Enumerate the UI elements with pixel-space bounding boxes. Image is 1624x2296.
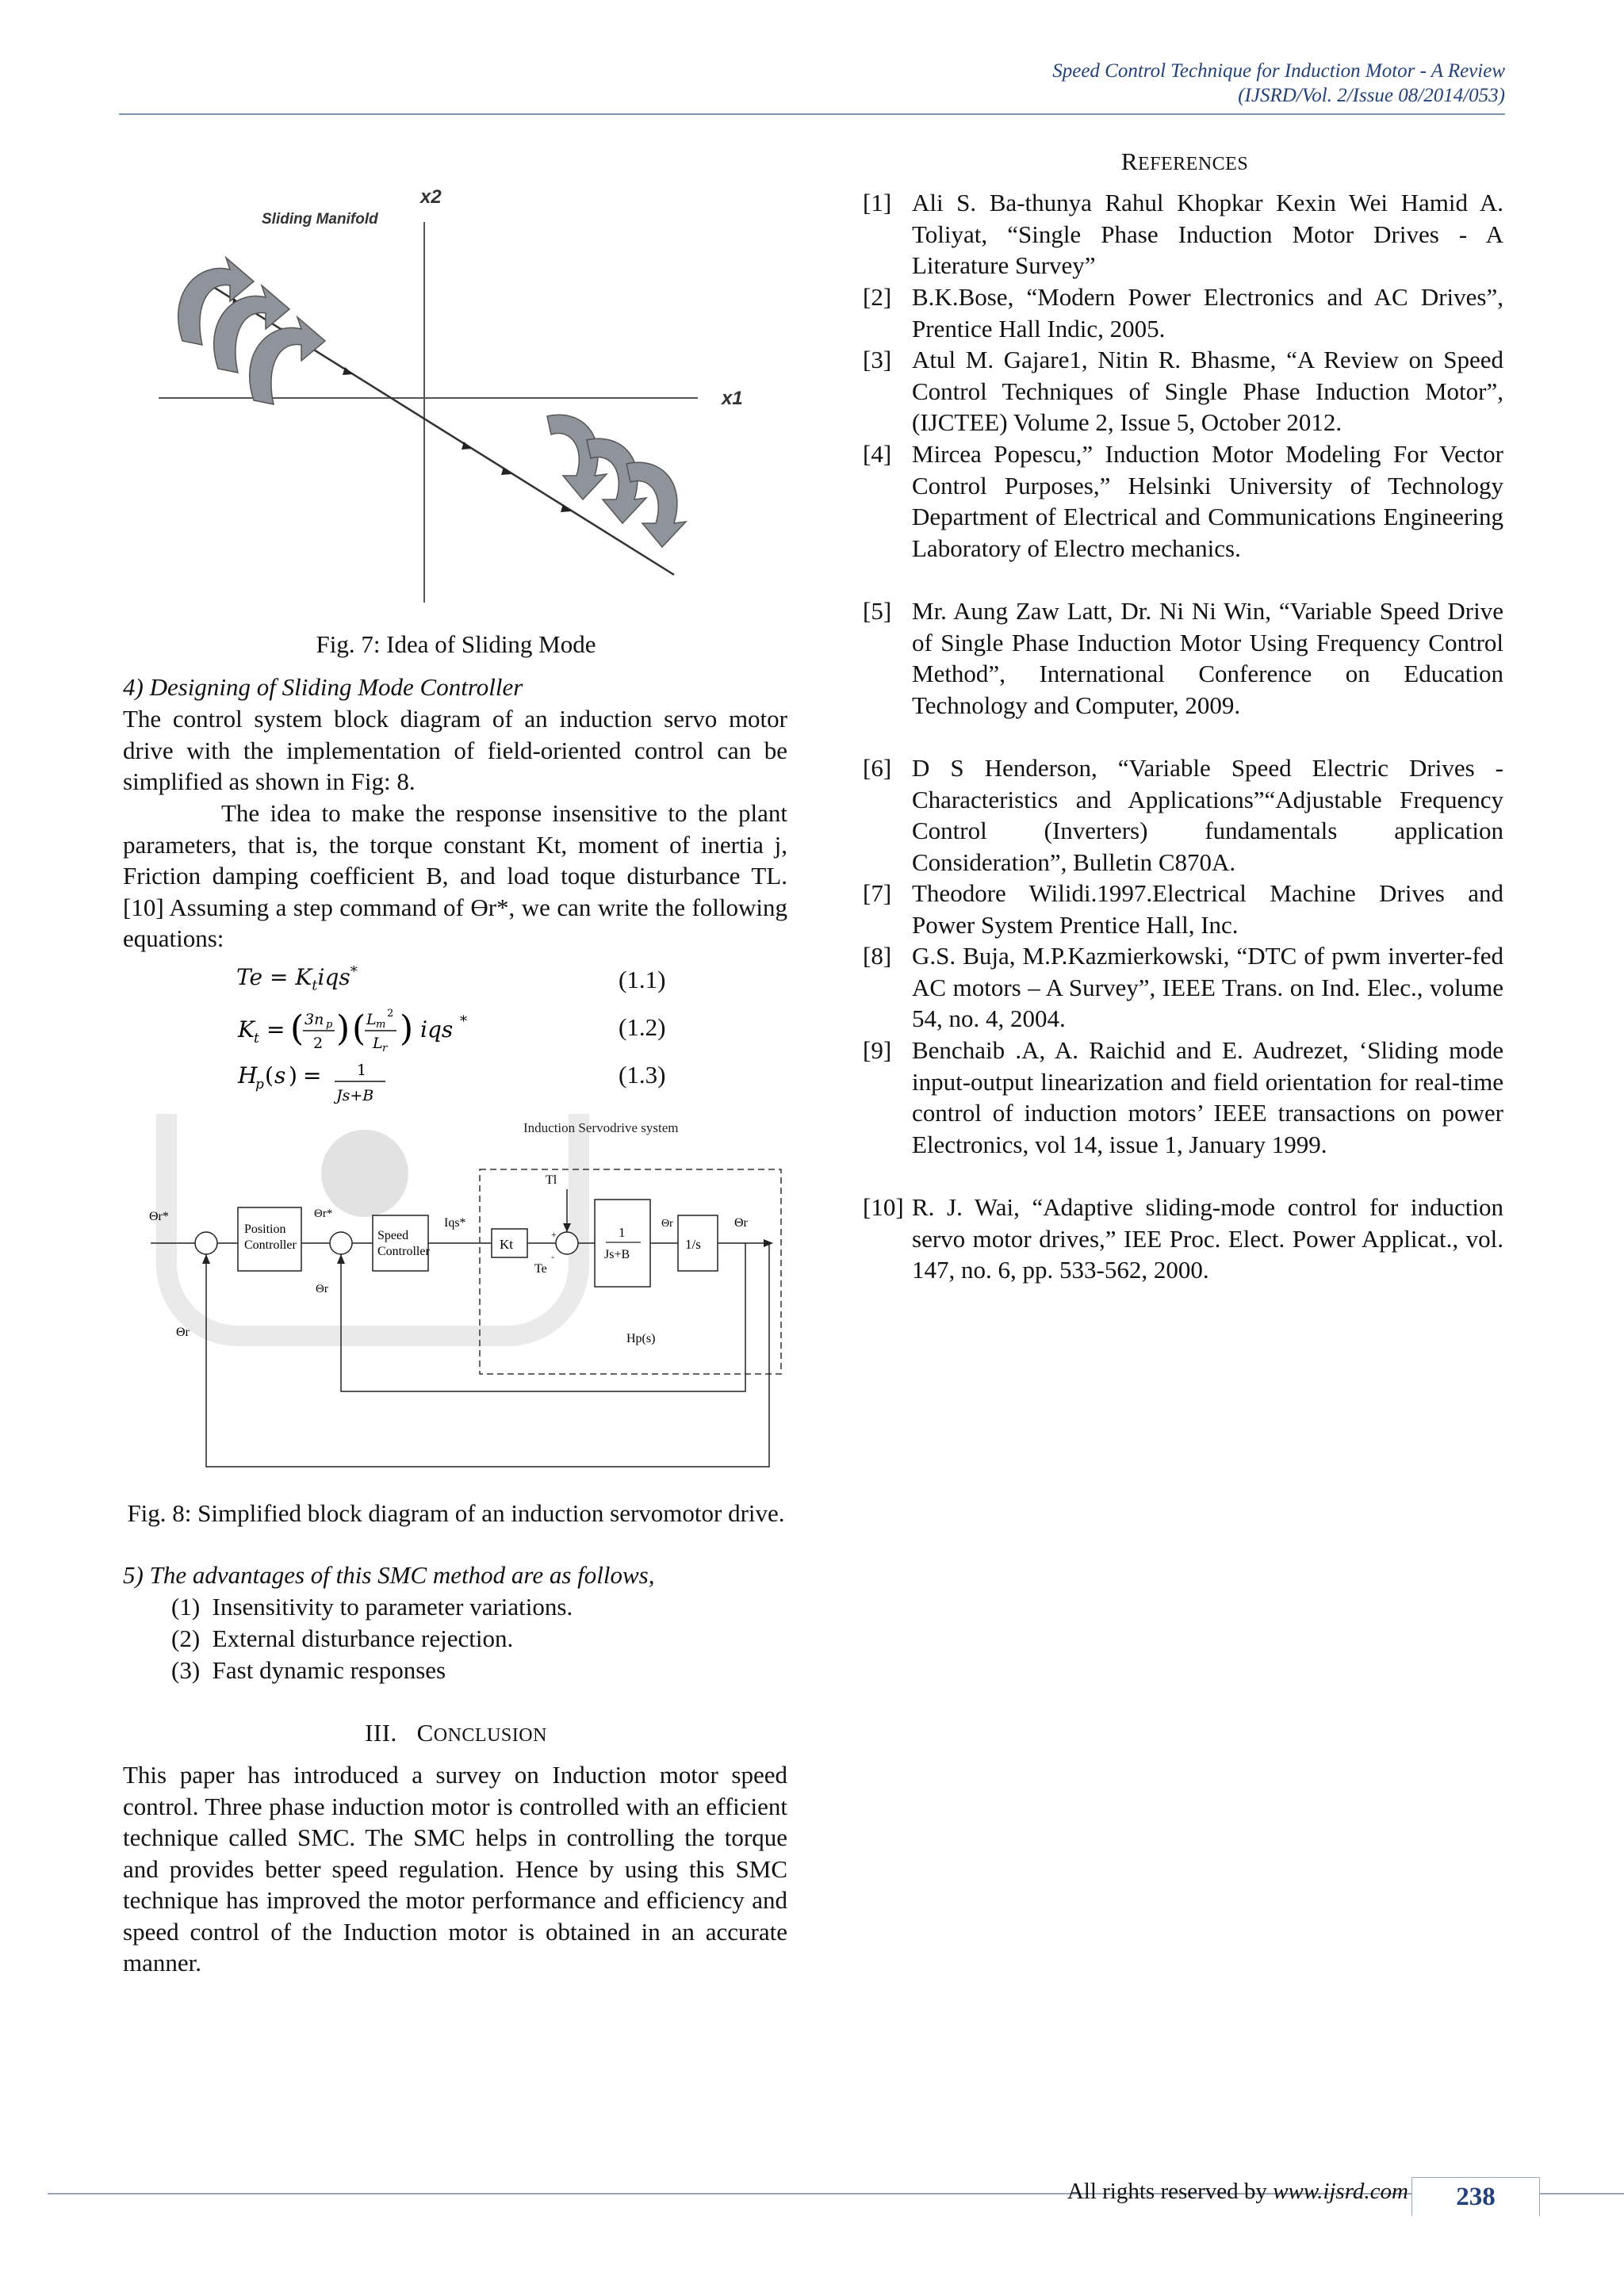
- svg-text:=: =: [266, 1016, 285, 1043]
- theta-r-feedback-label: Θr: [176, 1326, 190, 1339]
- x1-label: x1: [722, 388, 743, 409]
- speed-controller-block: [373, 1215, 428, 1271]
- header-citation: (IJSRD/Vol. 2/Issue 08/2014/053): [1238, 85, 1505, 106]
- svg-text:iqs: iqs: [420, 1016, 454, 1043]
- sliding-mode-diagram: [151, 174, 777, 603]
- svg-text:-: -: [551, 1251, 554, 1262]
- reference-item: [9] Benchaib .A, A. Raichid and E. Audrezet, ‘Sliding mode input-output linearization and field orientation for real-time control of induction motors’ IEEE transactions on power Electronics, vol 14, issue 1, January 1999.: [863, 1036, 1503, 1158]
- svg-text:3n: 3n: [304, 1011, 324, 1028]
- plant-block: [595, 1200, 650, 1287]
- position-feedback-loop: [206, 1243, 769, 1467]
- hp-label: Hp(s): [626, 1332, 656, 1345]
- reference-item: [10] R. J. Wai, “Adaptive sliding-mode control for induction servo motor drives,” IEE Proc. Elect. Power Applicat., vol. 147, no. 6, pp. 533-562, 2000.: [863, 1193, 1503, 1284]
- position-controller-label-2: Controller: [244, 1238, 297, 1252]
- tl-label: Tl: [546, 1173, 557, 1187]
- reference-item: [7] Theodore Wilidi.1997.Electrical Machine Drives and Power System Prentice Hall, Inc.: [863, 879, 1503, 939]
- svg-text:(: (: [265, 1062, 274, 1089]
- conclusion-text: This paper has introduced a survey on Induction motor speed control. Three phase induction motor is controlled with an efficient technique called SMC. The SMC helps in controlling the torque and provides better speed regulation. Hence by using this SMC technique has improved the motor performance and efficiency and speed control of the Induction motor is obtained in an accurate manner.: [123, 1761, 787, 1976]
- section-5-heading: 5) The advantages of this SMC method are as follows,: [123, 1561, 655, 1589]
- conclusion-heading: III. CONCLUSION: [365, 1719, 547, 1747]
- svg-text:(: (: [352, 1008, 366, 1049]
- reference-item: [3] Atul M. Gajare1, Nitin R. Bhasme, “A Review on Speed Control Techniques of Single Phase Induction Motor”, (IJCTEE) Volume 2, Issue 5, October 2012.: [863, 346, 1503, 436]
- list-item: (1) Insensitivity to parameter variations.: [171, 1593, 573, 1621]
- reference-item: [5] Mr. Aung Zaw Latt, Dr. Ni Ni Win, “Variable Speed Drive of Single Phase Induction Motor Using Frequency Control Method”, International Conference on Education Technology and Computer, 2009.: [863, 597, 1503, 719]
- advantages-list: [171, 1591, 573, 1686]
- te-label: Te: [534, 1262, 547, 1276]
- eq-1-1-expression: $Te = K_tiqs^*$: [236, 964, 358, 994]
- svg-text:t: t: [254, 1031, 259, 1047]
- svg-text:H: H: [238, 1062, 258, 1089]
- svg-text:Js+B: Js+B: [336, 1087, 374, 1104]
- svg-text:): ): [336, 1008, 350, 1049]
- eq-1-3-number: (1.3): [619, 1061, 666, 1089]
- svg-text:2: 2: [387, 1008, 394, 1020]
- speed-controller-label-2: Controller: [377, 1245, 430, 1258]
- omega-r-feedback-label: Θr: [316, 1283, 328, 1295]
- speed-controller-label-1: Speed: [377, 1229, 409, 1242]
- reference-item: [1] Ali S. Ba-thunya Rahul Khopkar Kexin Wei Hamid A. Toliyat, “Single Phase Induction Motor Drives - A Literature Survey”: [863, 189, 1503, 279]
- equation-1-2: [236, 1002, 633, 1058]
- reference-item: [2] B.K.Bose, “Modern Power Electronics and AC Drives”, Prentice Hall Indic, 2005.: [863, 283, 1503, 342]
- kt-label: Kt: [500, 1237, 513, 1252]
- eq-1-2-number: (1.2): [619, 1013, 666, 1041]
- manifold-label: Sliding Manifold: [262, 211, 378, 228]
- svg-text:m: m: [376, 1019, 386, 1031]
- iqs-label: Iqs*: [444, 1216, 466, 1230]
- omega-r-out-label: Θr: [661, 1218, 673, 1230]
- references-list: [863, 187, 1503, 1297]
- svg-text:*: *: [460, 1013, 467, 1030]
- svg-text:2: 2: [313, 1035, 324, 1052]
- x2-label: x2: [420, 186, 442, 208]
- section-4-para-1: The control system block diagram of an induction servo motor drive with the implementation of field-oriented control can be simplified as shown in Fig: 8.: [123, 705, 787, 795]
- sum-junction-3: [556, 1232, 578, 1254]
- svg-text:p: p: [255, 1077, 264, 1093]
- list-item: (3) Fast dynamic responses: [171, 1656, 446, 1684]
- integrator-label: 1/s: [685, 1237, 701, 1252]
- svg-text:L: L: [373, 1035, 383, 1052]
- svg-text:s: s: [274, 1062, 286, 1089]
- svg-text:(: (: [290, 1008, 304, 1049]
- reference-item: [8] G.S. Buja, M.P.Kazmierkowski, “DTC of pwm inverter-fed AC motors – A Survey”, IEEE Trans. on Ind. Elec., volume 54, no. 4, 2004.: [863, 942, 1503, 1032]
- reference-item: [4] Mircea Popescu,” Induction Motor Modeling For Vector Control Purposes,” Helsinki University of Technology Department of Electrical and Communications Engineering Laboratory of Electro mechanics.: [863, 440, 1503, 562]
- svg-text:): ): [400, 1008, 414, 1049]
- svg-text:): ): [289, 1062, 297, 1089]
- eq-1-1-number: (1.1): [619, 966, 666, 993]
- sum-junction-2: [330, 1232, 352, 1254]
- section-4-para-2: The idea to make the response insensitive to the plant parameters, that is, the torque constant Kt, moment of inertia j, Friction damping coefficient B, and load toque disturbance TL. [10] Assuming a step command of Ɵr*, we can write the following equations:: [123, 799, 787, 952]
- footer-rights: All rights reserved by www.ijsrd.com: [1067, 2179, 1408, 2204]
- position-controller-label-1: Position: [244, 1223, 286, 1236]
- svg-text:p: p: [326, 1019, 333, 1031]
- page-number: 238: [1411, 2177, 1540, 2216]
- block-diagram: [143, 1114, 801, 1483]
- section-4-heading: 4) Designing of Sliding Mode Controller: [123, 673, 523, 701]
- svg-text:1: 1: [357, 1062, 367, 1079]
- references-heading: REFERENCES: [1120, 147, 1249, 175]
- plant-denominator: Js+B: [604, 1248, 630, 1261]
- svg-text:r: r: [382, 1043, 388, 1054]
- list-item: (2) External disturbance rejection.: [171, 1624, 514, 1652]
- omega-r-star-label: Θr*: [314, 1207, 333, 1220]
- figure-8: [143, 1114, 801, 1483]
- figure-7: [151, 174, 777, 603]
- footer-rule-right: [1538, 2193, 1624, 2195]
- eq-1-2-expression: [236, 1002, 522, 1058]
- svg-text:+: +: [551, 1229, 557, 1240]
- svg-text:=: =: [303, 1062, 322, 1089]
- servo-system-title: Induction Servodrive system: [523, 1120, 679, 1135]
- reference-item: [6] D S Henderson, “Variable Speed Electric Drives - Characteristics and Applications”“Adjustable Frequency Control (Inverters) fundamentals application Consideration”, Bulletin C870A.: [863, 754, 1503, 876]
- fig8-caption: Fig. 8: Simplified block diagram of an induction servomotor drive.: [127, 1499, 785, 1527]
- header-rule: [119, 113, 1505, 115]
- eq-1-3-expression: [236, 1058, 442, 1108]
- theta-r-out-label: Θr: [734, 1216, 748, 1230]
- plant-numerator: 1: [619, 1225, 626, 1240]
- sum-junction-1: [195, 1232, 217, 1254]
- theta-r-star-label: Θr*: [149, 1210, 169, 1223]
- equation-1-3: [236, 1058, 633, 1108]
- running-header: [1052, 59, 1505, 108]
- header-title: Speed Control Technique for Induction Motor - A Review: [1052, 60, 1505, 82]
- footer-site-link[interactable]: www.ijsrd.com: [1273, 2179, 1408, 2204]
- fig7-caption: Fig. 7: Idea of Sliding Mode: [316, 630, 596, 658]
- svg-text:K: K: [238, 1016, 255, 1043]
- svg-text:L: L: [366, 1011, 377, 1028]
